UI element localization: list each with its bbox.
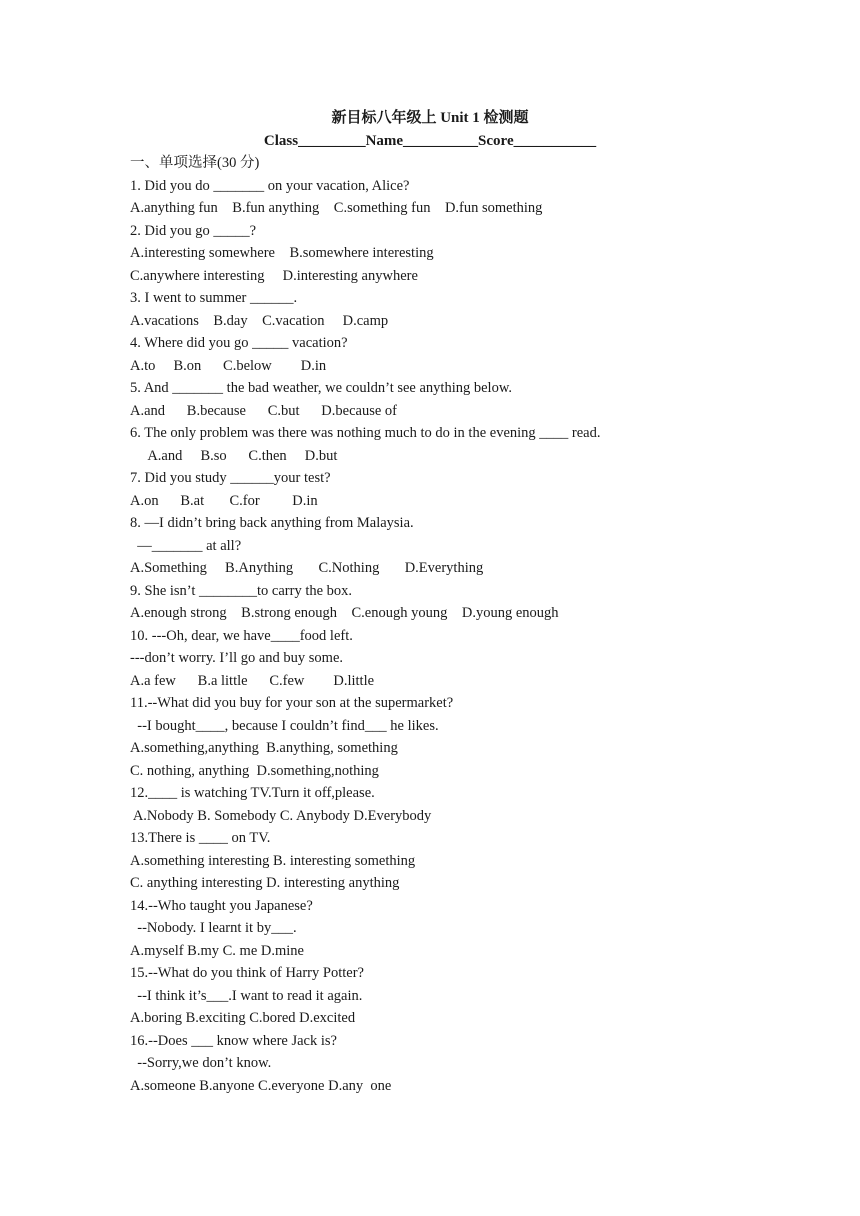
question-line: A.something,anything B.anything, something [130, 740, 398, 756]
question-line: A.anything fun B.fun anything C.something fun D.fun something [130, 200, 543, 216]
question-line: 14.--Who taught you Japanese? [130, 897, 313, 914]
question-line: A.myself B.my C. me D.mine [130, 942, 304, 959]
question-line: A.something interesting B. interesting something [130, 852, 416, 869]
question-line: A.and B.so C.then D.but [130, 447, 338, 464]
question-line: 2. Did you go _____? [130, 222, 257, 239]
question-line: 15.--What do you think of Harry Potter? [130, 965, 364, 981]
question-line: --Nobody. I learnt it by___. [130, 920, 297, 936]
question-line: --I bought____, because I couldn’t find___ he likes. [130, 717, 439, 734]
question-line: C.anywhere interesting D.interesting anywhere [130, 267, 418, 284]
question-line: A.boring B.exciting C.bored D.excited [130, 1010, 356, 1026]
question-line: A.someone B.anyone C.everyone D.any one [130, 1077, 392, 1094]
question-line: A.enough strong B.strong enough C.enough young D.young enough [130, 605, 559, 621]
question-line: ---don’t worry. I’ll go and buy some. [130, 650, 344, 666]
question-line: 1. Did you do _______ on your vacation, Alice? [130, 177, 410, 194]
question-line: A.and B.because C.but D.because of [130, 402, 397, 419]
question-line: 8. —I didn’t bring back anything from Malaysia. [130, 515, 414, 531]
question-line: A.Something B.Anything C.Nothing D.Everything [130, 560, 484, 576]
question-line: C. anything interesting D. interesting anything [130, 875, 400, 891]
question-line: A.on B.at C.for D.in [130, 492, 318, 509]
question-line: C. nothing, anything D.something,nothing [130, 762, 379, 779]
question-line: 9. She isn’t ________to carry the box. [130, 582, 353, 599]
question-line: 12.____ is watching TV.Turn it off,please. [130, 785, 375, 801]
question-line: A.to B.on C.below D.in [130, 357, 327, 374]
question-line: --I think it’s___.I want to read it again. [130, 987, 363, 1004]
page-title: 新目标八年级上 Unit 1 检测题 [331, 110, 529, 126]
question-line: A.vacations B.day C.vacation D.camp [130, 312, 389, 329]
question-line: A.interesting somewhere B.somewhere interesting [130, 245, 434, 261]
question-line: 7. Did you study ______your test? [130, 470, 331, 486]
section-heading: 一、单项选择(30 分) [130, 155, 260, 171]
question-line: 5. And _______ the bad weather, we couldn’t see anything below. [130, 380, 512, 396]
question-line: 3. I went to summer ______. [130, 290, 298, 306]
question-line: 13.There is ____ on TV. [130, 830, 271, 846]
question-list [130, 152, 770, 1097]
question-line: A.a few B.a little C.few D.little [130, 672, 375, 689]
question-line: A.Nobody B. Somebody C. Anybody D.Everybody [130, 807, 432, 824]
class-name-score-line: Class_________Name__________Score___________ [263, 133, 597, 149]
question-line: 11.--What did you buy for your son at the supermarket? [130, 695, 454, 711]
question-line: 16.--Does ___ know where Jack is? [130, 1032, 337, 1049]
question-line: 10. ---Oh, dear, we have____food left. [130, 627, 353, 644]
question-line: --Sorry,we don’t know. [130, 1055, 272, 1071]
question-line: 4. Where did you go _____ vacation? [130, 335, 348, 351]
question-line: 6. The only problem was there was nothing much to do in the evening ____ read. [130, 425, 601, 441]
question-line: —_______ at all? [130, 537, 242, 554]
